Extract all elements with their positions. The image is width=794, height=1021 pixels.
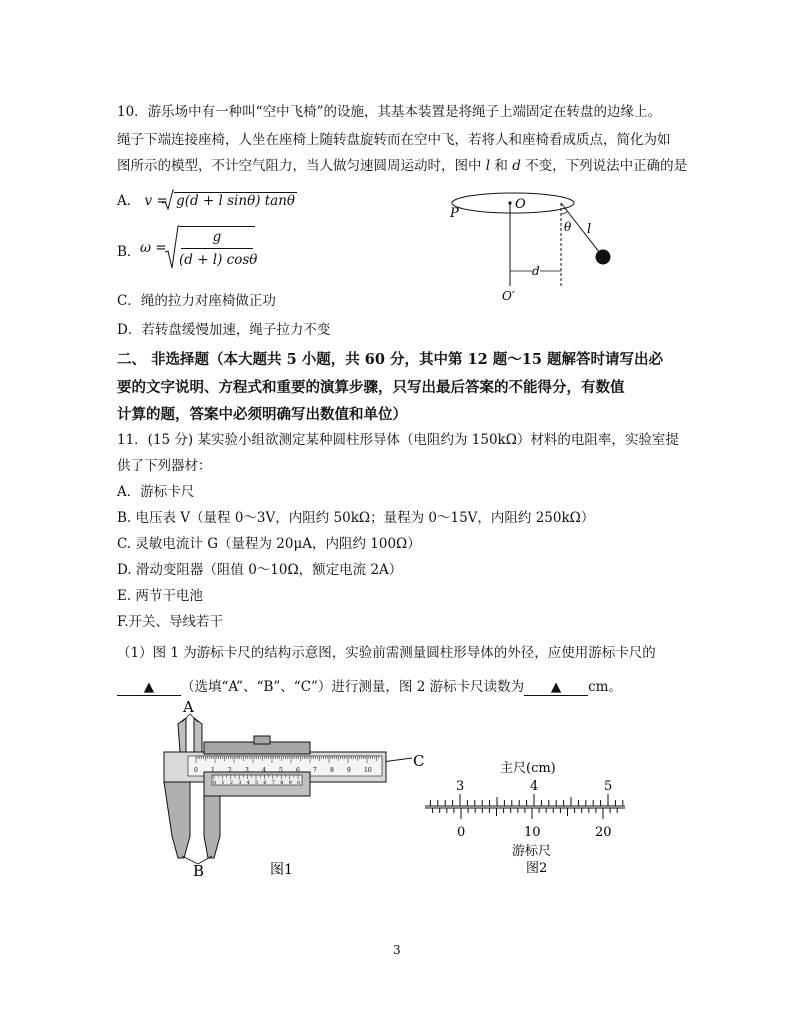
- main-tick-label: 0: [194, 767, 198, 774]
- vernier-tick-label: 6: [263, 780, 267, 786]
- option-b-radical-bar: [179, 226, 255, 227]
- label-o-prime: O′: [502, 289, 515, 303]
- figure-2-caption: 图2: [526, 861, 548, 876]
- label-a: A: [183, 698, 194, 716]
- vernier-tick-label: 20: [595, 825, 612, 840]
- page-number: 3: [393, 943, 401, 957]
- main-scale-ticks: [430, 794, 622, 806]
- equipment-item: E. 两节干电池: [117, 588, 203, 604]
- equipment-item: F.开关、导线若干: [117, 614, 224, 630]
- main-tick-label: 4: [262, 767, 266, 774]
- figure-2-reading: [420, 752, 640, 882]
- section2-line3: 计算的题，答案中必须明确写出数值和单位）: [117, 406, 407, 423]
- sub1-line2: [117, 675, 622, 696]
- main-tick-label: 2: [228, 767, 232, 774]
- q10-line2: 绳子下端连接座椅，人坐在座椅上随转盘旋转而在空中飞，若将人和座椅看成质点，简化为如: [117, 132, 671, 148]
- q10-line3-a: 图所示的模型，不计空气阻力，当人做匀速圆周运动时，图中: [117, 158, 486, 174]
- sub1-line1: （1）图 1 为游标卡尺的结构示意图，实验前需测量圆柱形导体的外径，应使用游标卡尺的: [117, 645, 656, 661]
- answer-blank-1[interactable]: ▲: [117, 679, 181, 696]
- label-p: P: [450, 206, 459, 221]
- vernier-title: 游标尺: [512, 844, 552, 859]
- sqrt-sign-icon: [165, 224, 179, 270]
- vernier-tick-label: 0: [457, 825, 466, 840]
- option-c: C．绳的拉力对座椅做正功: [117, 293, 276, 309]
- q11-line2: 供了下列器材：: [117, 458, 212, 474]
- sqrt-sign-icon: [162, 189, 174, 211]
- main-tick-label: 8: [330, 767, 334, 774]
- figure-1-caption: 图1: [270, 862, 293, 878]
- label-o: O: [515, 197, 526, 212]
- option-a-radical: [172, 193, 297, 209]
- sub1-line2-b: cm。: [588, 679, 622, 695]
- vernier-scale-ticks: [433, 808, 618, 819]
- main-tick-label: 7: [313, 767, 317, 774]
- vernier-tick-label: 0: [213, 780, 217, 786]
- q10-line3: [117, 154, 687, 174]
- option-b-denominator: (d + l) cosθ: [179, 252, 258, 268]
- q10-line1: 10．游乐场中有一种叫“空中飞椅”的设施，其基本装置是将绳子上端固定在转盘的边缘上。: [117, 104, 661, 120]
- and-text: 和: [490, 158, 513, 174]
- option-a-radicand: g(d + l sinθ) tanθ: [176, 193, 296, 209]
- equipment-item: A．游标卡尺: [117, 484, 195, 500]
- vernier-tick-label: 3: [238, 780, 242, 786]
- vernier-scale-labels: [457, 825, 612, 840]
- answer-blank-2[interactable]: ▲: [524, 679, 588, 696]
- main-tick-label: 6: [296, 767, 300, 774]
- main-tick-label: 9: [347, 767, 351, 774]
- q10-line3-b: 不变，下列说法中正确的是: [520, 158, 688, 174]
- option-a-label: A．: [117, 193, 141, 209]
- main-tick-label: 4: [530, 779, 539, 794]
- main-tick-label: 10: [364, 767, 372, 774]
- main-tick-label: 5: [279, 767, 283, 774]
- vernier-tick-label: 5: [255, 780, 259, 786]
- figure-1-caliper: [150, 696, 440, 880]
- q10-figure: [440, 186, 620, 306]
- q11-line1: 11．(15 分) 某实验小组欲测定某种圆柱形导体（电阻约为 150kΩ）材料的电阻率，实验室提: [117, 432, 679, 448]
- main-tick-label: 5: [604, 779, 613, 794]
- main-tick-label: 3: [456, 779, 465, 794]
- option-b-numerator: g: [212, 229, 222, 245]
- vernier-tick-label: 4: [246, 780, 250, 786]
- section2-line1: 二、 非选择题（本大题共 5 小题，共 60 分，其中第 12 题～15 题解答时请写出必: [117, 351, 664, 368]
- equipment-item: B. 电压表 V（量程 0～3V，内阻约 50kΩ；量程为 0～15V，内阻约 250kΩ）: [117, 510, 595, 526]
- option-a: [117, 189, 297, 209]
- vernier-tick-label: 10: [524, 825, 541, 840]
- option-b-lhs: ω =: [140, 240, 167, 256]
- equipment-item: D. 滑动变阻器（阻值 0～10Ω，额定电流 2A）: [117, 562, 403, 578]
- vernier-tick-label: 7: [271, 780, 275, 786]
- main-tick-label: 1: [211, 767, 215, 774]
- vernier-tick-label: 0: [297, 780, 301, 786]
- label-c: C: [413, 752, 425, 770]
- option-d: D．若转盘缓慢加速，绳子拉力不变: [117, 322, 331, 338]
- label-b: B: [193, 862, 205, 880]
- section2-line2: 要的文字说明、方程式和重要的演算步骤，只写出最后答案的不能得分，有数值: [117, 379, 625, 396]
- vernier-tick-label: 8: [280, 780, 284, 786]
- label-theta: θ: [564, 220, 572, 234]
- main-scale-title: 主尺(cm): [500, 761, 556, 776]
- var-d: d: [512, 158, 521, 174]
- vernier-tick-label: 2: [229, 780, 233, 786]
- main-scale-labels: [456, 779, 612, 794]
- vernier-tick-label: 1: [221, 780, 225, 786]
- sub1-line2-a: （选填“A”、“B”、“C”）进行测量，图 2 游标卡尺读数为: [181, 679, 525, 695]
- var-l: l: [485, 158, 491, 174]
- vernier-tick-label: 9: [288, 780, 292, 786]
- option-b-fraction-bar: [181, 248, 253, 249]
- label-l: l: [587, 222, 592, 237]
- main-tick-label: 3: [245, 767, 249, 774]
- option-a-lhs: v =: [144, 193, 173, 209]
- label-d: d: [532, 264, 540, 278]
- option-b-label: B．: [117, 244, 141, 260]
- equipment-item: C. 灵敏电流计 G（量程为 20μA，内阻约 100Ω）: [117, 536, 421, 552]
